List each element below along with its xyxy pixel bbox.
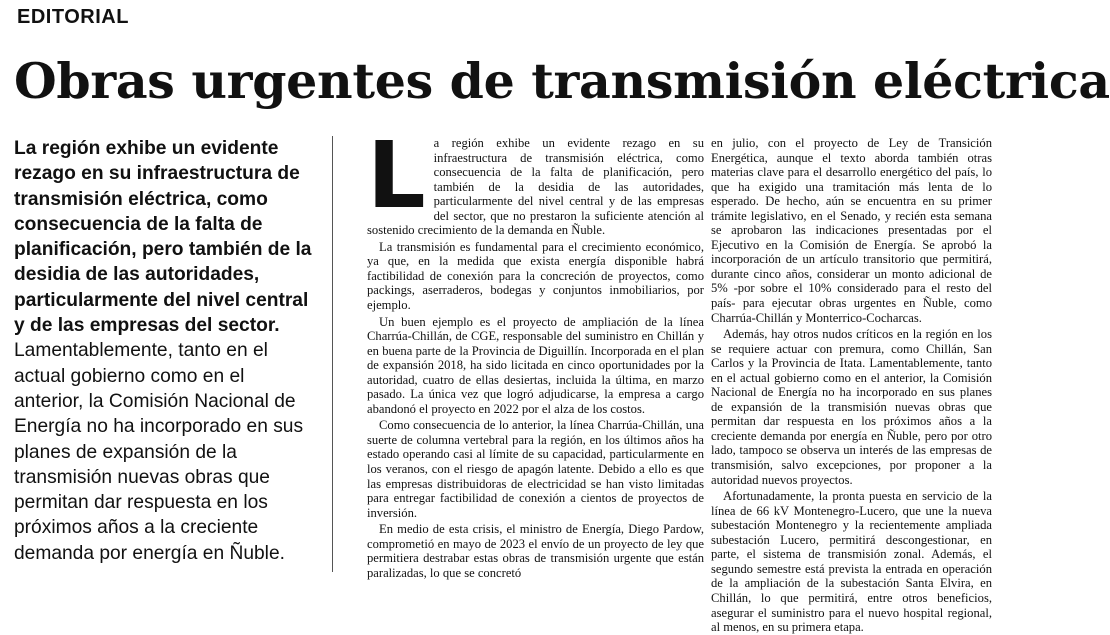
body-paragraph bbox=[367, 122, 704, 238]
drop-cap: L bbox=[367, 122, 426, 229]
headline: Obras urgentes de transmisión eléctrica bbox=[14, 52, 1110, 110]
body-paragraph: en julio, con el proyecto de Ley de Transición Energética, aunque el texto aborda también otras materias clave para el desarrollo energético del país, lo que ha exigido una tramitación más lenta de lo esperado. De hecho, aún se encuentra en su primer trámite legislativo, en el Senado, y recién esta semana se aprobaron las indicaciones presentadas por el Ejecutivo en la Comisión de Energía. Se aprobó la incorporación de un artículo transitorio que permitirá, durante cinco años, considerar un monto adicional de 5% -por sobre el 10% considerado para el resto del país- para ejecutar obras urgentes en Ñuble, como Charrúa-Chillán y Monterrico-Cocharcas. bbox=[711, 136, 992, 325]
body-paragraph: Afortunadamente, la pronta puesta en servicio de la línea de 66 kV Montenegro-Lucero, que une la nueva subestación Montenegro y la recientemente ampliada subestación Lucero, permitirá descongestionar, en parte, el sistema de transmisión zonal. Además, el segundo semestre está prevista la entrada en operación de la ampliación de la subestación Santa Elvira, en Chillán, lo que permitirá, entre otros beneficios, asegurar el suministro para el nuevo hospital regional, al menos, en su primera etapa. bbox=[711, 489, 992, 635]
column-divider bbox=[332, 136, 333, 572]
lead-paragraph bbox=[14, 136, 316, 566]
body-paragraph: La transmisión es fundamental para el crecimiento económico, ya que, en la medida que exista energía disponible habrá factibilidad de conexión para la concreción de proyectos, como packings, aserraderos, bodegas y conjuntos inmobiliarios, por ejemplo. bbox=[367, 239, 704, 313]
body-column-2 bbox=[711, 136, 992, 635]
body-paragraph-text: a región exhibe un evidente rezago en su infraestructura de transmisión eléctrica, como consecuencia de la falta de planificación, pero también de la desidia de las autoridades, particularmente del nivel central y de las empresas del sector, que no prestaron la suficiente atención al sostenido crecimiento de la demanda en Ñuble. bbox=[367, 136, 704, 238]
section-label: EDITORIAL bbox=[17, 6, 129, 28]
body-column-1 bbox=[367, 122, 704, 580]
body-paragraph: Como consecuencia de lo anterior, la línea Charrúa-Chillán, una suerte de columna vertebral para la región, en los últimos años ha estado operando casi al límite de su capacidad, particularmente en los veranos, con el riesgo de apagón latente. Debido a ello es que las empresas distribuidoras de electricidad se han visto limitadas para entregar factibilidad de conexión a cientos de proyectos de inversión. bbox=[367, 418, 704, 520]
lead-bold-text: La región exhibe un evidente rezago en su infraestructura de transmisión eléctrica, como consecuencia de la falta de planificación, pero también de la desidia de las autoridades, particularmente del nivel central y de las empresas del sector. bbox=[14, 138, 312, 337]
lead-regular-text: Lamentablemente, tanto en el actual gobierno como en el anterior, la Comisión Nacional de Energía no ha incorporado en sus planes de expansión de la transmisión nuevas obras que permitan dar respuesta en los próximos años a la creciente demanda por energía en Ñuble. bbox=[14, 340, 304, 564]
body-paragraph: Un buen ejemplo es el proyecto de ampliación de la línea Charrúa-Chillán, de CGE, responsable del suministro en Chillán y en buena parte de la Provincia de Diguillín. Incorporada en el plan de expansión 2018, ha sido licitada en cinco oportunidades por la autoridad, cuatro de ellas desiertas, incluida la última, en marzo pasado. La única vez que logró adjudicarse, la empresa a cargo abandonó el proyecto en 2022 por el alza de los costos. bbox=[367, 314, 704, 416]
body-paragraph: En medio de esta crisis, el ministro de Energía, Diego Pardow, comprometió en mayo de 2023 el envío de un proyecto de ley que permitiera destrabar estas obras de transmisión urgente que están paralizadas, lo que se concretó bbox=[367, 522, 704, 580]
body-paragraph: Además, hay otros nudos críticos en la región en los se requiere actuar con premura, como Chillán, San Carlos y la Provincia de Itata. Lamentablemente, tanto en el actual gobierno como en el anterior, la Comisión Nacional de Energía no ha incorporado en sus planes de expansión de la transmisión nuevas obras que permitan dar respuesta en los próximos años a la creciente demanda por energía en Ñuble, pero por otro lado, tampoco se observa un interés de las empresas de transmisión, salvo excepciones, por proponer a la autoridad nuevos proyectos. bbox=[711, 327, 992, 487]
